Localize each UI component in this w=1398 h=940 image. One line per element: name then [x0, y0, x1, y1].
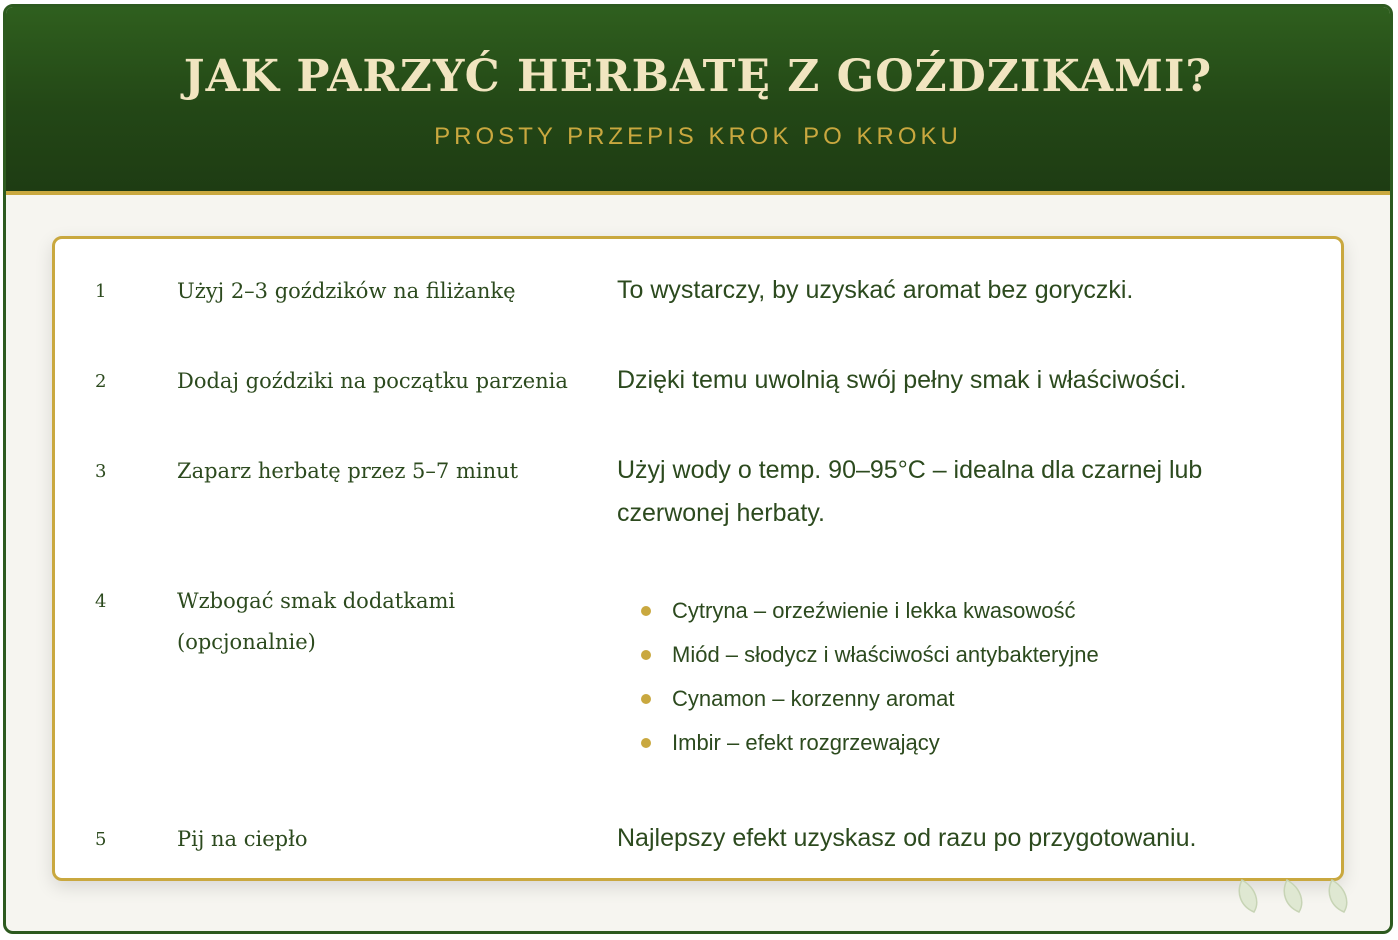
bullet-icon — [641, 606, 651, 616]
step-description: Najlepszy efekt uzyskasz od razu po przygotowaniu. — [617, 824, 1197, 852]
step-title: Zaparz herbatę przez 5–7 minut — [177, 459, 519, 483]
step-title: Pij na ciepło — [177, 827, 308, 851]
step-description: Dzięki temu uwolnią swój pełny smak i właściwości. — [617, 366, 1187, 394]
step-title: Wzbogać smak dodatkami (opcjonalnie) — [177, 589, 456, 654]
step-number: 5 — [95, 829, 107, 850]
page-subtitle: PROSTY PRZEPIS KROK PO KROKU — [434, 123, 962, 150]
extra-label: Imbir – efekt rozgrzewający — [672, 730, 940, 755]
extra-label: Cytryna – orzeźwienie i lekka kwasowość — [672, 598, 1076, 623]
list-item — [641, 721, 1099, 765]
page-title: JAK PARZYĆ HERBATĘ Z GOŹDZIKAMI? — [183, 51, 1213, 102]
leaf-icon — [1232, 872, 1362, 922]
list-item — [641, 633, 1099, 677]
extra-label: Cynamon – korzenny aromat — [672, 686, 955, 711]
bullet-icon — [641, 738, 651, 748]
step-title: Dodaj goździki na początku parzenia — [177, 369, 568, 393]
list-item — [641, 589, 1099, 633]
extras-list — [641, 589, 1099, 765]
header-banner — [6, 7, 1390, 195]
step-description: To wystarczy, by uzyskać aromat bez goryczki. — [617, 276, 1134, 304]
step-number: 1 — [95, 281, 107, 302]
step-description: Użyj wody o temp. 90–95°C – idealna dla czarnej lub czerwonej herbaty. — [617, 456, 1203, 527]
step-number: 2 — [95, 371, 107, 392]
leaf-decoration — [1232, 872, 1362, 922]
step-number: 4 — [95, 591, 107, 612]
bullet-icon — [641, 650, 651, 660]
list-item — [641, 677, 1099, 721]
step-number: 3 — [95, 461, 107, 482]
steps-card — [52, 236, 1344, 881]
step-title: Użyj 2–3 goździków na filiżankę — [177, 279, 516, 303]
bullet-icon — [641, 694, 651, 704]
extra-label: Miód – słodycz i właściwości antybakteryjne — [672, 642, 1099, 667]
